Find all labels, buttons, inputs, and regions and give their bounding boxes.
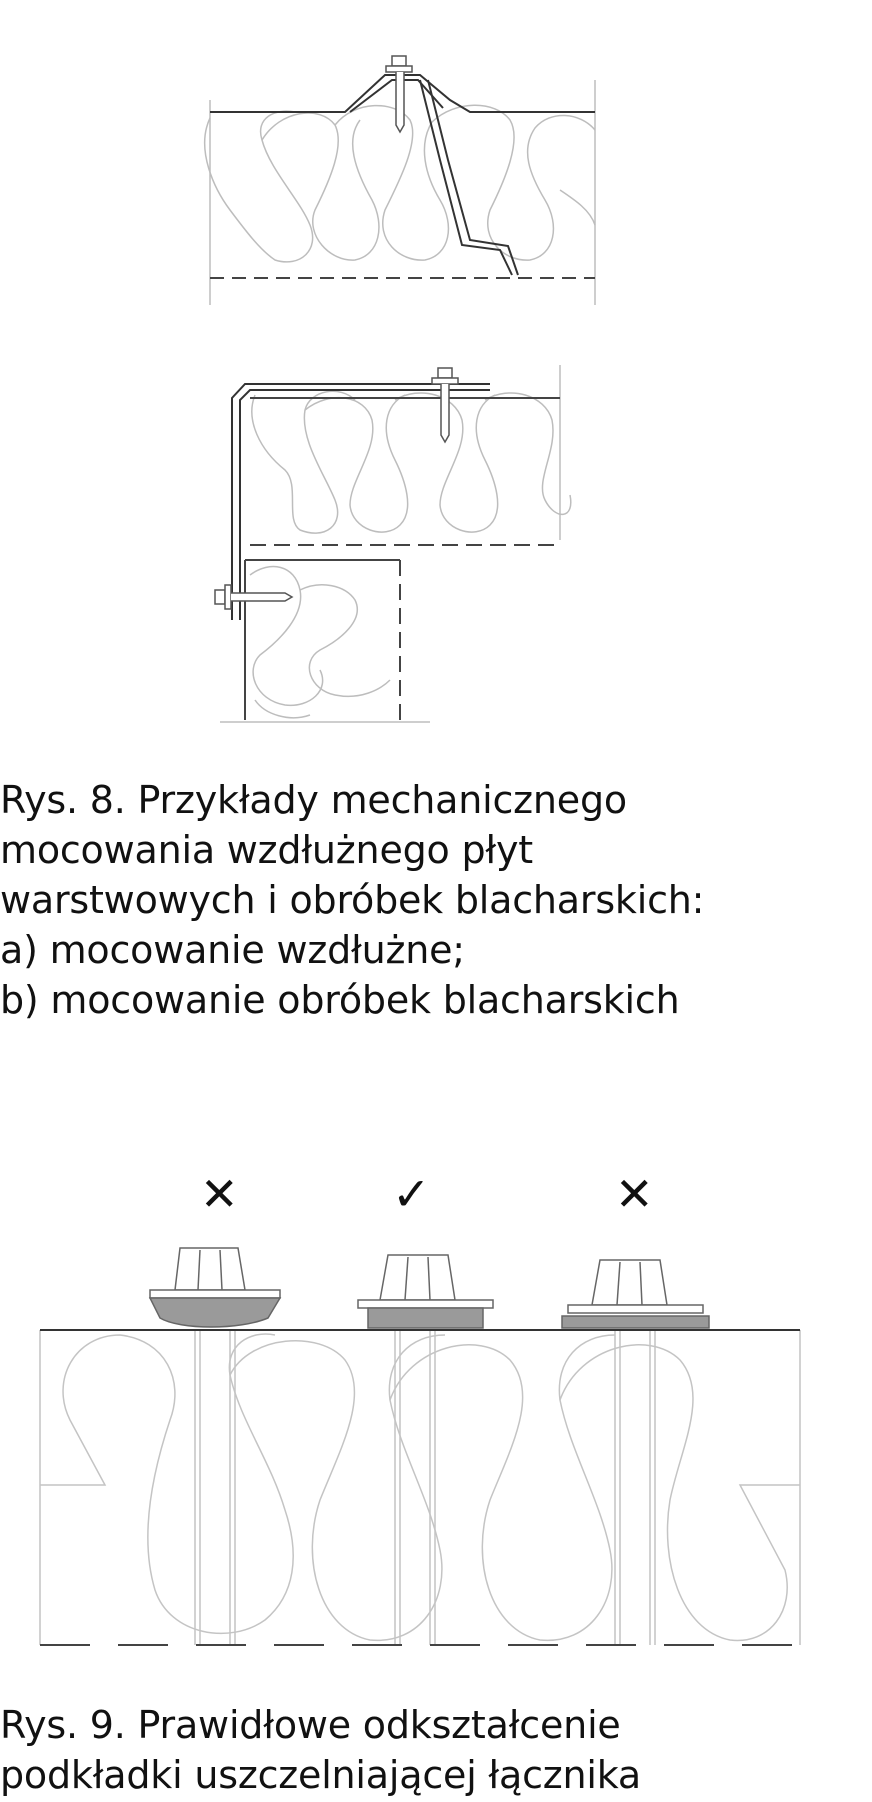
- correct-mark-icon: ✓: [392, 1167, 431, 1221]
- incorrect-mark-icon: ✕: [615, 1167, 654, 1221]
- caption-line: a) mocowanie wzdłużne;: [0, 928, 465, 972]
- figure-9-drawing: [0, 1150, 872, 1670]
- caption-line: b) mocowanie obróbek blacharskich: [0, 978, 680, 1022]
- figure-8b-drawing: [0, 355, 872, 730]
- incorrect-mark-icon: ✕: [200, 1167, 239, 1221]
- figure-8a-drawing: [0, 40, 872, 320]
- figure-8-caption: [0, 775, 872, 1025]
- figure-9-caption: [0, 1700, 872, 1800]
- caption-line: Rys. 8. Przykłady mechanicznego: [0, 778, 627, 822]
- caption-line: Rys. 9. Prawidłowe odkształcenie: [0, 1703, 621, 1747]
- caption-line: warstwowych i obróbek blacharskich:: [0, 878, 705, 922]
- caption-line: mocowania wzdłużnego płyt: [0, 828, 533, 872]
- caption-line: podkładki uszczelniającej łącznika: [0, 1753, 642, 1797]
